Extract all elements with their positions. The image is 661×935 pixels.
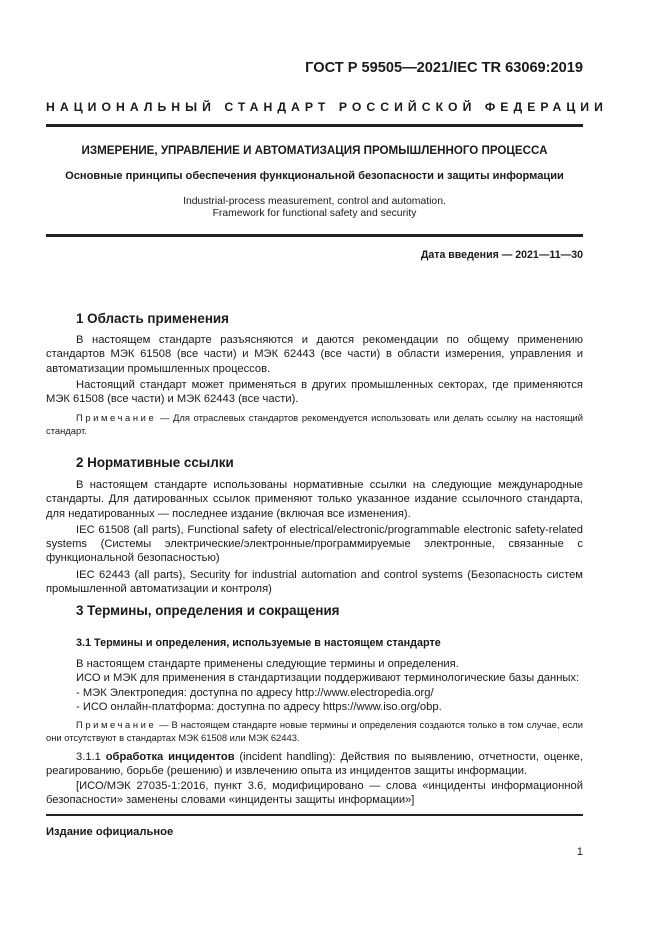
note-label: Примечание — [76, 412, 157, 424]
section-1-heading: 1 Область применения — [76, 311, 229, 326]
section-2-paragraph-3: IEC 62443 (all parts), Security for industrial automation and control systems (Безопасность систем промышленной автоматизации и контроля) — [46, 568, 583, 596]
top-rule — [46, 124, 583, 127]
section-3-heading: 3 Термины, определения и сокращения — [76, 603, 340, 618]
section-2-heading: 2 Нормативные ссылки — [76, 455, 234, 470]
term-name: обработка инцидентов — [105, 751, 235, 763]
section-3-body — [46, 657, 583, 807]
footer-rule — [46, 814, 583, 816]
section-2-paragraph-2: IEC 61508 (all parts), Functional safety of electrical/electronic/programmable electronic safety-related systems (Системы электрические/электронные/программируемые электронные, связанные с функциональной безопасностью) — [46, 523, 583, 565]
page-number: 1 — [576, 846, 583, 858]
section-1-paragraph-2: Настоящий стандарт может применяться в других промышленных секторах, где применяются МЭК 61508 (все части) и МЭК 62443 (все части). — [46, 378, 583, 406]
standard-title: ИЗМЕРЕНИЕ, УПРАВЛЕНИЕ И АВТОМАТИЗАЦИЯ ПРОМЫШЛЕННОГО ПРОЦЕССА — [81, 144, 548, 157]
section-1-body — [46, 333, 583, 437]
section-3-line-3: - МЭК Электропедия: доступна по адресу http://www.electropedia.org/ — [76, 686, 434, 699]
term-3-1-1-source: [ИСО/МЭК 27035-1:2016, пункт 3.6, модифицировано — слова «инциденты информационной безопасности» заменены словами «инциденты защиты информации»] — [46, 779, 583, 806]
note-label: Примечание — [76, 719, 157, 731]
official-edition: Издание официальное — [46, 826, 174, 838]
section-3-note — [46, 719, 583, 744]
national-standard-banner: НАЦИОНАЛЬНЫЙ СТАНДАРТ РОССИЙСКОЙ ФЕДЕРАЦИИ — [46, 100, 608, 114]
english-title-line-1: Industrial-process measurement, control and automation. — [183, 196, 446, 207]
note-text: — В настоящем стандарте новые термины и определения создаются только в том случае, если они отсутствуют в стандартах МЭК 61508 или МЭК 62443. — [46, 719, 583, 743]
section-3-line-4: - ИСО онлайн-платформа: доступна по адресу https://www.iso.org/obp. — [76, 700, 442, 713]
english-title-line-2: Framework for functional safety and security — [212, 208, 417, 219]
section-3-line-2: ИСО и МЭК для применения в стандартизации поддерживают терминологические базы данных: — [76, 672, 580, 685]
section-3-1-heading: 3.1 Термины и определения, используемые в настоящем стандарте — [76, 637, 441, 649]
section-2-body — [46, 478, 583, 596]
section-3-line-1: В настоящем стандарте применены следующие термины и определения. — [76, 658, 459, 670]
doc-number: ГОСТ Р 59505—2021/IEC TR 63069:2019 — [305, 60, 583, 76]
section-1-paragraph-1: В настоящем стандарте разъясняются и даются рекомендации по общему применению стандартов МЭК 61508 (все части) и МЭК 62443 (все части) в области измерения, управления и автоматизации промышленных процессов. — [46, 334, 583, 375]
term-number: 3.1.1 — [76, 751, 106, 763]
note-text: — Для отраслевых стандартов рекомендуется использовать или делать ссылку на настоящий стандарт. — [46, 412, 583, 436]
section-1-note — [46, 412, 583, 437]
title-bottom-rule — [46, 234, 583, 237]
section-2-paragraph-1: В настоящем стандарте использованы нормативные ссылки на следующие международные стандарты. Для датированных ссылок применяют только указанное издание ссылочного стандарта, для недатированных — последнее издание (включая все изменения). — [46, 479, 583, 520]
term-definition: (incident handling): Действия по выявлению, отчетности, оценке, реагированию, борьбе (решению) и извлечению опыта из инцидентов защиты информации. — [46, 751, 584, 778]
term-3-1-1 — [46, 750, 583, 779]
standard-subtitle: Основные принципы обеспечения функциональной безопасности и защиты информации — [65, 170, 564, 182]
intro-date: Дата введения — 2021—11—30 — [420, 249, 583, 261]
